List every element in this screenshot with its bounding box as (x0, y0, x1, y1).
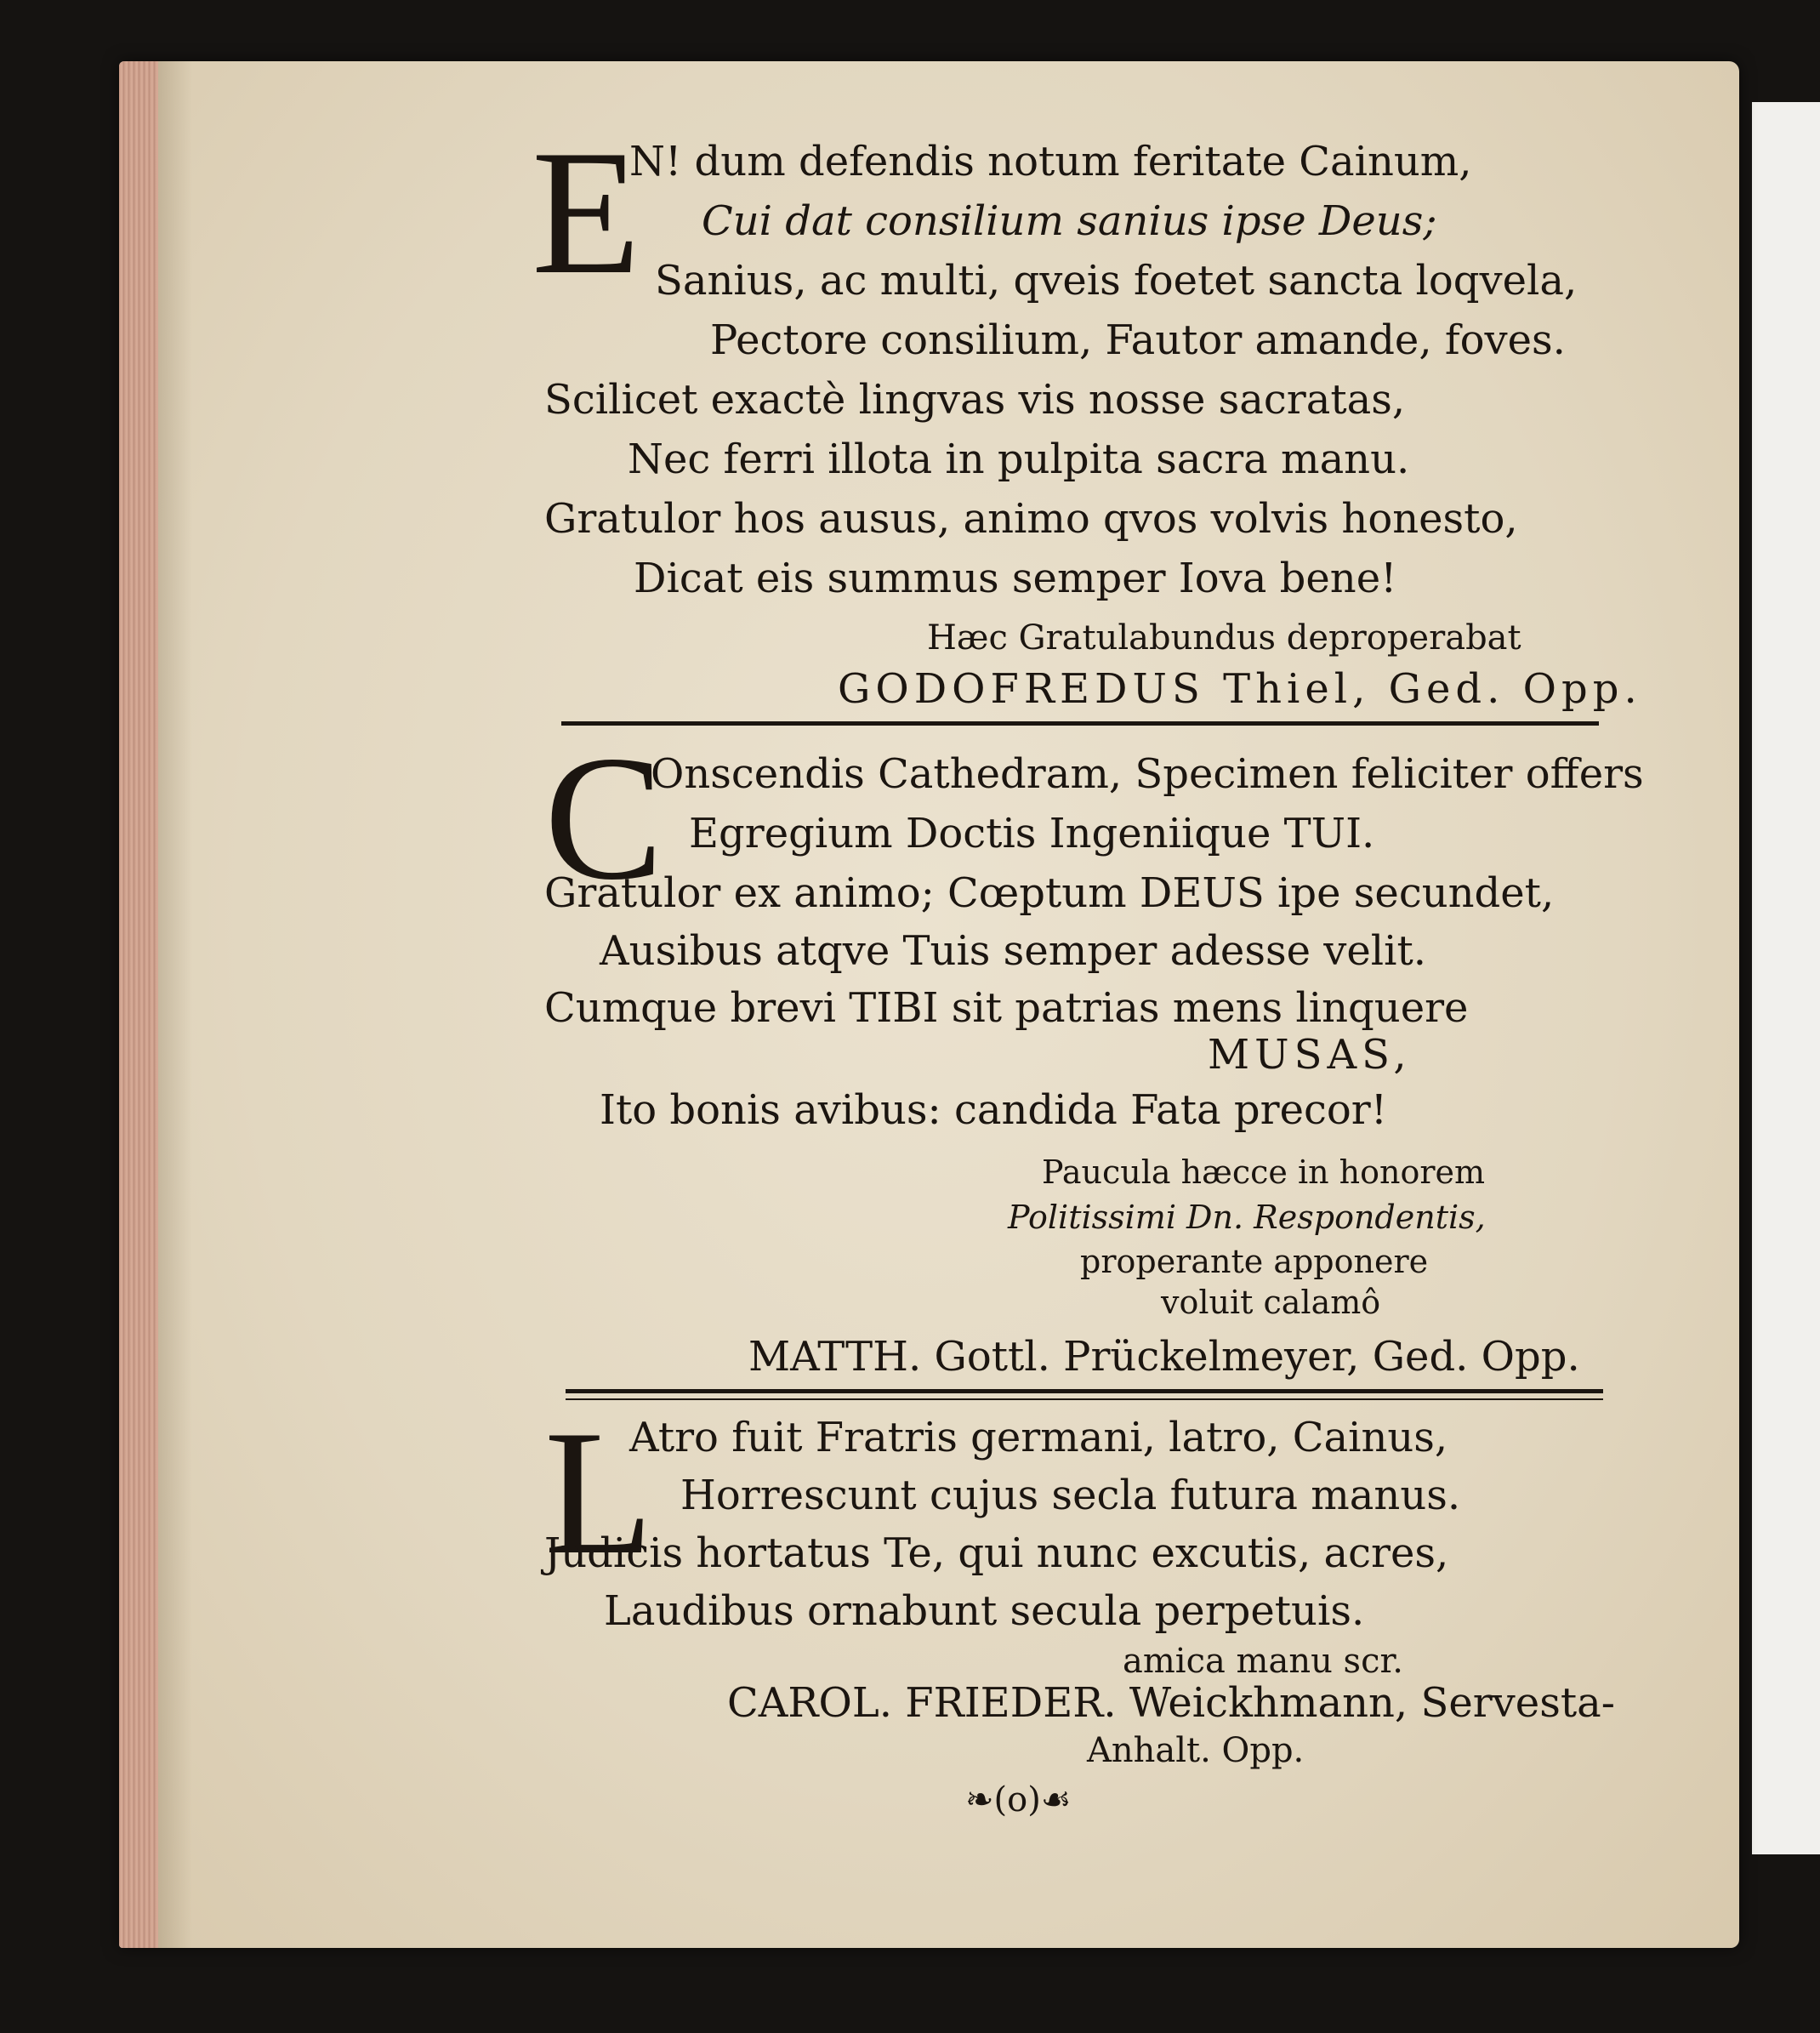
section-divider-thin (566, 1398, 1603, 1400)
page-edges (119, 61, 158, 1948)
poem-1-closing: Hæc Gratulabundus deproperabat (927, 618, 1521, 658)
poem-2-line: Gratulor ex animo; Cœptum DEUS ipe secundet, (544, 869, 1555, 917)
poem-2-line: Onscendis Cathedram, Specimen feliciter offers (651, 750, 1644, 798)
poem-2-author: MATTH. Gottl. Prückelmeyer, Ged. Opp. (748, 1333, 1580, 1381)
drop-cap-e: E (532, 114, 641, 311)
poem-3-closing: amica manu scr. (1123, 1642, 1403, 1681)
poem-1-author: GODOFREDUS Thiel, Ged. Opp. (838, 665, 1642, 713)
poem-2-line: Cumque brevi TIBI sit patrias mens linquere (544, 984, 1469, 1032)
poem-2-line: Ito bonis avibus: candida Fata precor! (600, 1086, 1387, 1134)
poem-2-line: MUSAS, (1208, 1031, 1412, 1079)
poem-1-line: Gratulor hos ausus, animo qvos volvis honesto, (544, 495, 1518, 543)
drop-cap-c: C (544, 720, 664, 917)
poem-3-line: Laudibus ornabunt secula perpetuis. (604, 1587, 1365, 1635)
poem-3-line: Horrescunt cujus secla futura manus. (680, 1472, 1461, 1519)
poem-1-line: Nec ferri illota in pulpita sacra manu. (628, 436, 1410, 483)
backing-sheet (1752, 102, 1820, 1854)
poem-1-line: Dicat eis summus semper Iova bene! (634, 555, 1397, 602)
printer-ornament: ❧(o)☙ (965, 1780, 1072, 1819)
poem-2-line: Ausibus atqve Tuis semper adesse velit. (600, 927, 1427, 975)
poem-1-line: Cui dat consilium sanius ipse Deus; (702, 197, 1437, 245)
poem-1-line: N! dum defendis notum feritate Cainum, (629, 138, 1472, 185)
drop-cap-l: L (544, 1394, 654, 1592)
poem-1-line: Sanius, ac multi, qveis foetet sancta loqvela, (655, 257, 1578, 305)
poem-2-line: Egregium Doctis Ingeniique TUI. (689, 810, 1375, 857)
poem-1-line: Scilicet exactè lingvas vis nosse sacratas, (544, 376, 1406, 424)
page-gutter (158, 61, 192, 1948)
poem-2-closing: Paucula hæcce in honorem (1042, 1153, 1486, 1191)
poem-1-line: Pectore consilium, Fautor amande, foves. (710, 316, 1566, 364)
poem-3-author-cont: Anhalt. Opp. (1087, 1731, 1305, 1770)
section-divider (561, 721, 1599, 726)
poem-3-line: Atro fuit Fratris germani, latro, Cainus, (629, 1414, 1448, 1461)
section-divider (566, 1389, 1603, 1393)
poem-3-line: Judicis hortatus Te, qui nunc excutis, acres, (544, 1529, 1449, 1577)
poem-2-closing: voluit calamô (1161, 1284, 1381, 1321)
poem-2-closing: Politissimi Dn. Respondentis, (1008, 1199, 1486, 1236)
poem-2-closing: properante apponere (1080, 1243, 1429, 1280)
poem-3-author: CAROL. FRIEDER. Weickhmann, Servesta- (727, 1679, 1615, 1727)
